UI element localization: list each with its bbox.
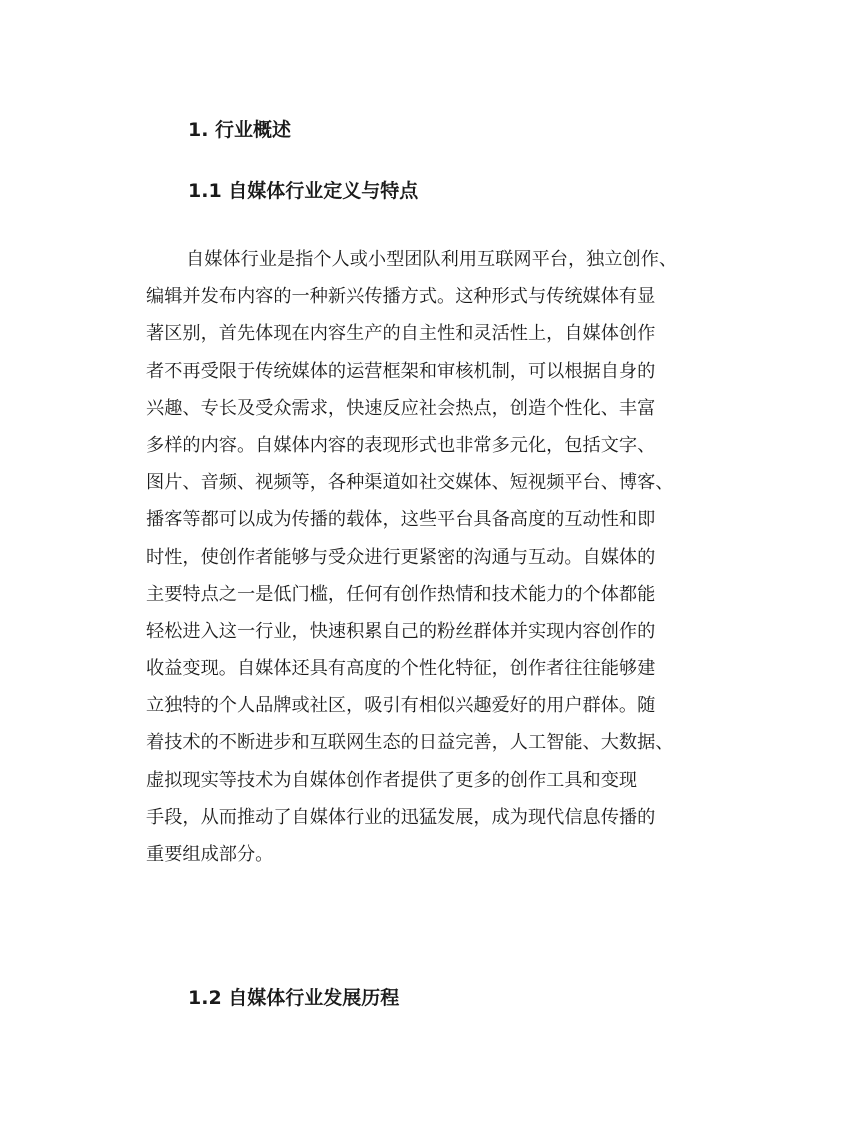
paragraph-line: 手段，从而推动了自媒体行业的迅猛发展，成为现代信息传播的 [146,806,656,828]
paragraph-line: 收益变现。自媒体还具有高度的个性化特征，创作者往往能够建 [146,658,656,680]
paragraph-line: 自媒体行业是指个人或小型团队利用互联网平台，独立创作、 [186,249,678,270]
paragraph-line: 重要组成部分。 [146,844,274,865]
subsection-heading-1-2: 1.2 自媒体行业发展历程 [188,987,400,1009]
paragraph-line: 立独特的个人品牌或社区，吸引有相似兴趣爱好的用户群体。随 [146,695,656,717]
paragraph-line: 多样的内容。自媒体内容的表现形式也非常多元化，包括文字、 [146,434,656,456]
body-paragraph [146,241,706,873]
section-heading: 1. 行业概述 [188,119,292,141]
paragraph-line: 著区别，首先体现在内容生产的自主性和灵活性上，自媒体创作 [146,323,656,345]
paragraph-line: 播客等都可以成为传播的载体，这些平台具备高度的互动性和即 [146,509,656,531]
paragraph-line: 编辑并发布内容的一种新兴传播方式。这种形式与传统媒体有显 [146,286,656,308]
paragraph-line: 着技术的不断进步和互联网生态的日益完善，人工智能、大数据、 [146,732,674,754]
paragraph-line: 时性，使创作者能够与受众进行更紧密的沟通与互动。自媒体的 [146,546,656,568]
paragraph-line: 图片、音频、视频等，各种渠道如社交媒体、短视频平台、博客、 [146,472,674,494]
paragraph-line: 主要特点之一是低门槛，任何有创作热情和技术能力的个体都能 [146,583,656,605]
paragraph-line: 轻松进入这一行业，快速积累自己的粉丝群体并实现内容创作的 [146,620,656,642]
paragraph-line: 者不再受限于传统媒体的运营框架和审核机制，可以根据自身的 [146,360,656,382]
paragraph-line: 兴趣、专长及受众需求，快速反应社会热点，创造个性化、丰富 [146,397,656,419]
paragraph-line: 虚拟现实等技术为自媒体创作者提供了更多的创作工具和变现 [146,769,638,791]
subsection-heading-1-1: 1.1 自媒体行业定义与特点 [188,180,419,202]
